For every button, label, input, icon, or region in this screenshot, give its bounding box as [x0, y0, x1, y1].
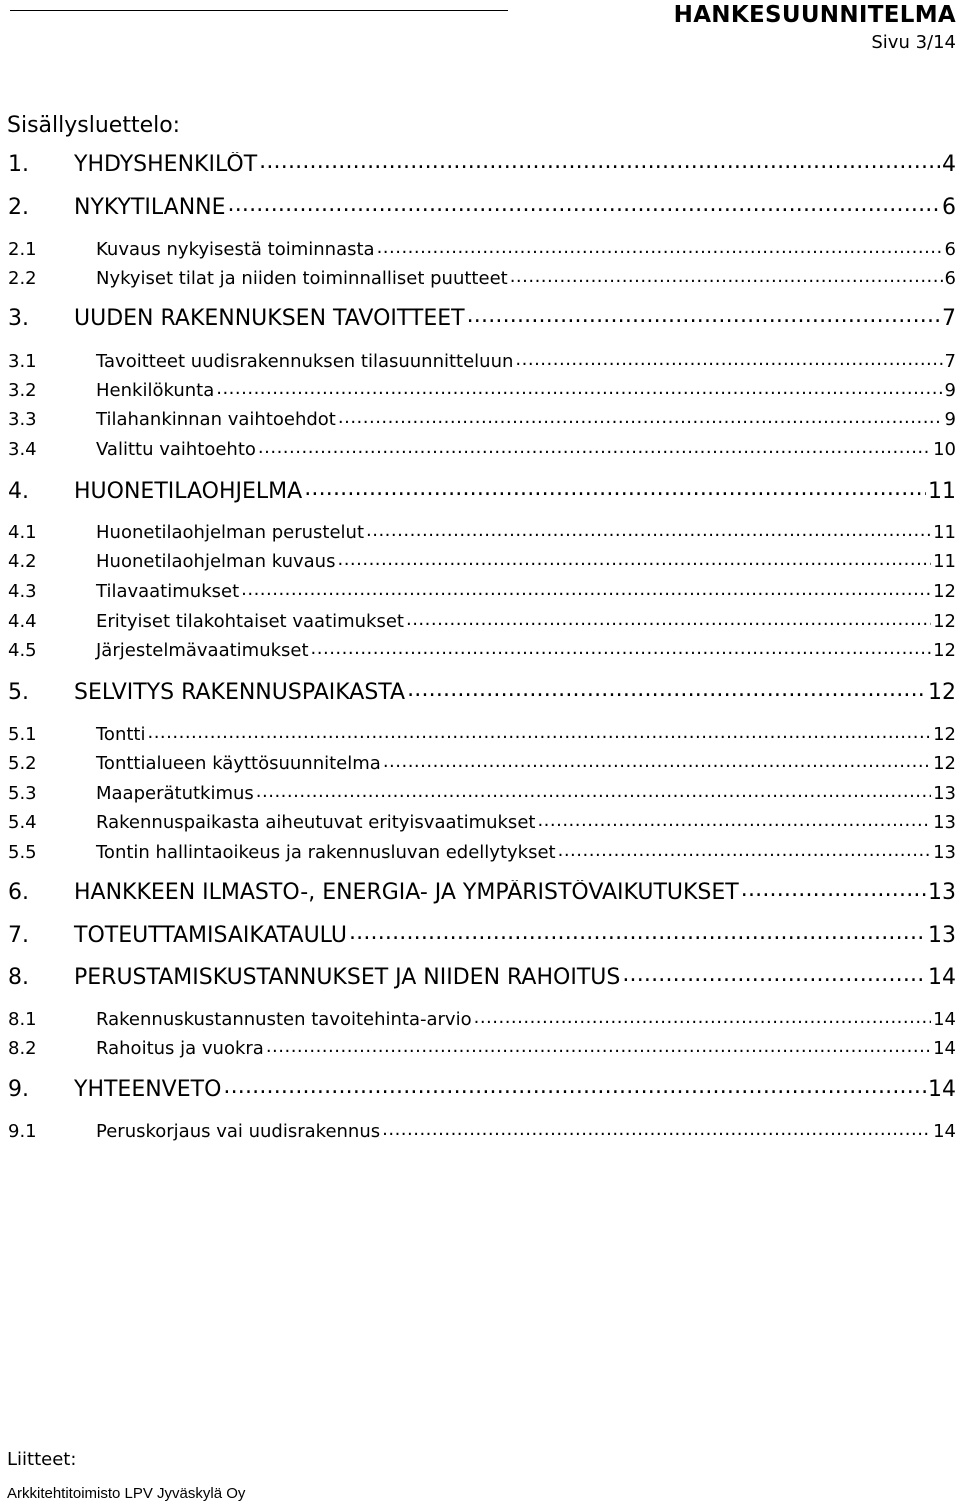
toc-entry-page: 14: [933, 1121, 956, 1142]
toc-dot-leader: [349, 926, 926, 948]
toc-entry-page: 12: [933, 611, 956, 632]
toc-entry-number: 3.3: [8, 409, 37, 430]
toc-entry-page: 9: [944, 409, 956, 430]
toc-entry[interactable]: [8, 306, 956, 331]
toc-dot-leader: [259, 155, 940, 177]
toc-entry-number: 7.: [8, 923, 29, 948]
toc-entry-number: 5.3: [8, 783, 37, 804]
toc-entry-page: 12: [928, 680, 956, 705]
toc-entry-page: 13: [933, 812, 956, 833]
toc-entry[interactable]: [8, 522, 956, 543]
toc-entry-title: Rakennuspaikasta aiheutuvat erityisvaatimukset: [96, 812, 536, 833]
toc-entry-number: 3.4: [8, 439, 37, 460]
toc-entry-number: 2.1: [8, 239, 37, 260]
toc-entry-page: 9: [944, 380, 956, 401]
toc-entry-page: 12: [933, 581, 956, 602]
toc-entry-page: 6: [944, 239, 956, 260]
toc-entry-title: HANKKEEN ILMASTO-, ENERGIA- JA YMPÄRISTÖVAIKUTUKSET: [74, 880, 739, 905]
attachments-label: Liitteet:: [7, 1449, 77, 1470]
toc-entry-page: 11: [928, 479, 956, 504]
toc-entry-number: 4.: [8, 479, 29, 504]
toc-entry-page: 11: [933, 522, 956, 543]
toc-entry-number: 2.: [8, 195, 29, 220]
toc-entry-title: Maaperätutkimus: [96, 783, 254, 804]
toc-entry-title: Nykyiset tilat ja niiden toiminnalliset puutteet: [96, 268, 508, 289]
toc-entry[interactable]: [8, 409, 956, 430]
toc-entry-title: YHDYSHENKILÖT: [74, 152, 258, 177]
toc-entry[interactable]: [8, 640, 956, 661]
toc-entry[interactable]: [8, 965, 956, 990]
toc-entry-number: 8.1: [8, 1009, 37, 1030]
toc-entry[interactable]: [8, 923, 956, 948]
toc-entry[interactable]: [8, 239, 956, 260]
toc-entry-number: 4.1: [8, 522, 37, 543]
toc-entry-page: 14: [933, 1038, 956, 1059]
toc-entry[interactable]: [8, 812, 956, 833]
toc-entry-page: 7: [942, 306, 956, 331]
toc-entry-number: 5.5: [8, 842, 37, 863]
toc-entry-title: Tilahankinnan vaihtoehdot: [96, 409, 336, 430]
toc-entry[interactable]: [8, 611, 956, 632]
toc-entry-page: 14: [928, 965, 956, 990]
toc-entry-title: NYKYTILANNE: [74, 195, 226, 220]
toc-entry[interactable]: [8, 842, 956, 863]
toc-entry-title: YHTEENVETO: [74, 1077, 222, 1102]
toc-entry-page: 12: [933, 640, 956, 661]
toc-entry-page: 7: [944, 351, 956, 372]
toc-entry[interactable]: [8, 152, 956, 177]
toc-entry[interactable]: [8, 581, 956, 602]
toc-entry[interactable]: [8, 783, 956, 804]
toc-entry-number: 4.5: [8, 640, 37, 661]
toc-entry-title: Tontin hallintaoikeus ja rakennusluvan edellytykset: [96, 842, 556, 863]
toc-entry-number: 4.4: [8, 611, 37, 632]
toc-entry-title: Tavoitteet uudisrakennuksen tilasuunnitteluun: [96, 351, 514, 372]
toc-dot-leader: [216, 383, 942, 401]
toc-entry-page: 12: [933, 753, 956, 774]
toc-dot-leader: [474, 1012, 932, 1030]
toc-entry-number: 2.2: [8, 268, 37, 289]
toc-dot-leader: [258, 442, 931, 460]
footer-company: Arkkitehtitoimisto LPV Jyväskylä Oy: [7, 1485, 246, 1502]
toc-entry[interactable]: [8, 439, 956, 460]
toc-dot-leader: [741, 883, 926, 905]
toc-entry-page: 13: [933, 842, 956, 863]
toc-entry-number: 5.1: [8, 724, 37, 745]
toc-entry-number: 1.: [8, 152, 29, 177]
toc-entry-title: Rahoitus ja vuokra: [96, 1038, 264, 1059]
toc-dot-leader: [311, 643, 932, 661]
toc-entry[interactable]: [8, 724, 956, 745]
toc-entry-number: 4.2: [8, 551, 37, 572]
toc-dot-leader: [228, 198, 940, 220]
toc-entry-page: 14: [933, 1009, 956, 1030]
toc-dot-leader: [337, 554, 931, 572]
toc-entry-page: 11: [933, 551, 956, 572]
toc-entry-page: 4: [942, 152, 956, 177]
toc-entry-number: 5.: [8, 680, 29, 705]
toc-entry-title: UUDEN RAKENNUKSEN TAVOITTEET: [74, 306, 465, 331]
toc-dot-leader: [147, 727, 931, 745]
toc-entry[interactable]: [8, 380, 956, 401]
toc-entry-title: SELVITYS RAKENNUSPAIKASTA: [74, 680, 406, 705]
toc-entry[interactable]: [8, 195, 956, 220]
toc-entry[interactable]: [8, 351, 956, 372]
toc-entry-page: 12: [933, 724, 956, 745]
toc-dot-leader: [223, 1080, 926, 1102]
toc-entry-title: Henkilökunta: [96, 380, 215, 401]
page-number: Sivu 3/14: [871, 32, 956, 53]
toc-entry[interactable]: [8, 1077, 956, 1102]
toc-entry-number: 3.1: [8, 351, 37, 372]
toc-entry-title: Peruskorjaus vai uudisrakennus: [96, 1121, 381, 1142]
toc-dot-leader: [383, 756, 931, 774]
toc-entry-number: 9.1: [8, 1121, 37, 1142]
toc-dot-leader: [304, 482, 926, 504]
toc-entry-number: 9.: [8, 1077, 29, 1102]
toc-dot-leader: [382, 1124, 931, 1142]
toc-entry-page: 13: [928, 880, 956, 905]
toc-entry-title: Järjestelmävaatimukset: [96, 640, 309, 661]
toc-entry-title: Valittu vaihtoehto: [96, 439, 256, 460]
toc-entry[interactable]: [8, 1009, 956, 1030]
toc-entry[interactable]: [8, 479, 956, 504]
toc-dot-leader: [407, 683, 926, 705]
toc-entry-number: 4.3: [8, 581, 37, 602]
toc-entry-title: Huonetilaohjelman perustelut: [96, 522, 365, 543]
toc-dot-leader: [366, 525, 931, 543]
toc-dot-leader: [622, 968, 926, 990]
toc-entry-page: 6: [942, 195, 956, 220]
toc-entry-number: 3.2: [8, 380, 37, 401]
toc-dot-leader: [467, 309, 940, 331]
toc-entry-number: 5.2: [8, 753, 37, 774]
toc-entry[interactable]: [8, 1038, 956, 1059]
toc-entry[interactable]: [8, 753, 956, 774]
toc-entry[interactable]: [8, 551, 956, 572]
toc-entry-page: 6: [944, 268, 956, 289]
toc-entry-title: Tonttialueen käyttösuunnitelma: [96, 753, 381, 774]
document-title: HANKESUUNNITELMA: [673, 2, 956, 28]
toc-dot-leader: [338, 412, 943, 430]
toc-entry-title: Tilavaatimukset: [96, 581, 240, 602]
toc-entry[interactable]: [8, 1121, 956, 1142]
toc-entry-title: Erityiset tilakohtaiset vaatimukset: [96, 611, 404, 632]
toc-entry-number: 8.2: [8, 1038, 37, 1059]
toc-entry-page: 14: [928, 1077, 956, 1102]
toc-entry-title: Kuvaus nykyisestä toiminnasta: [96, 239, 375, 260]
toc-dot-leader: [377, 242, 943, 260]
toc-entry-title: HUONETILAOHJELMA: [74, 479, 303, 504]
toc-entry[interactable]: [8, 680, 956, 705]
toc-entry-number: 5.4: [8, 812, 37, 833]
toc-dot-leader: [515, 354, 942, 372]
toc-entry-page: 13: [928, 923, 956, 948]
toc-dot-leader: [241, 584, 931, 602]
toc-dot-leader: [558, 845, 931, 863]
toc-dot-leader: [406, 614, 931, 632]
toc-heading: Sisällysluettelo:: [7, 113, 181, 138]
toc-entry-title: TOTEUTTAMISAIKATAULU: [74, 923, 347, 948]
toc-entry-title: Tontti: [96, 724, 146, 745]
toc-entry[interactable]: [8, 880, 956, 905]
toc-entry-title: PERUSTAMISKUSTANNUKSET JA NIIDEN RAHOITUS: [74, 965, 621, 990]
toc-entry-title: Rakennuskustannusten tavoitehinta-arvio: [96, 1009, 472, 1030]
toc-dot-leader: [256, 786, 931, 804]
toc-dot-leader: [510, 271, 943, 289]
toc-entry-number: 3.: [8, 306, 29, 331]
toc-entry-number: 8.: [8, 965, 29, 990]
toc-entry-title: Huonetilaohjelman kuvaus: [96, 551, 336, 572]
toc-dot-leader: [537, 815, 931, 833]
toc-entry-page: 10: [933, 439, 956, 460]
toc-entry-page: 13: [933, 783, 956, 804]
toc-entry-number: 6.: [8, 880, 29, 905]
toc-entry[interactable]: [8, 268, 956, 289]
toc-dot-leader: [266, 1041, 931, 1059]
